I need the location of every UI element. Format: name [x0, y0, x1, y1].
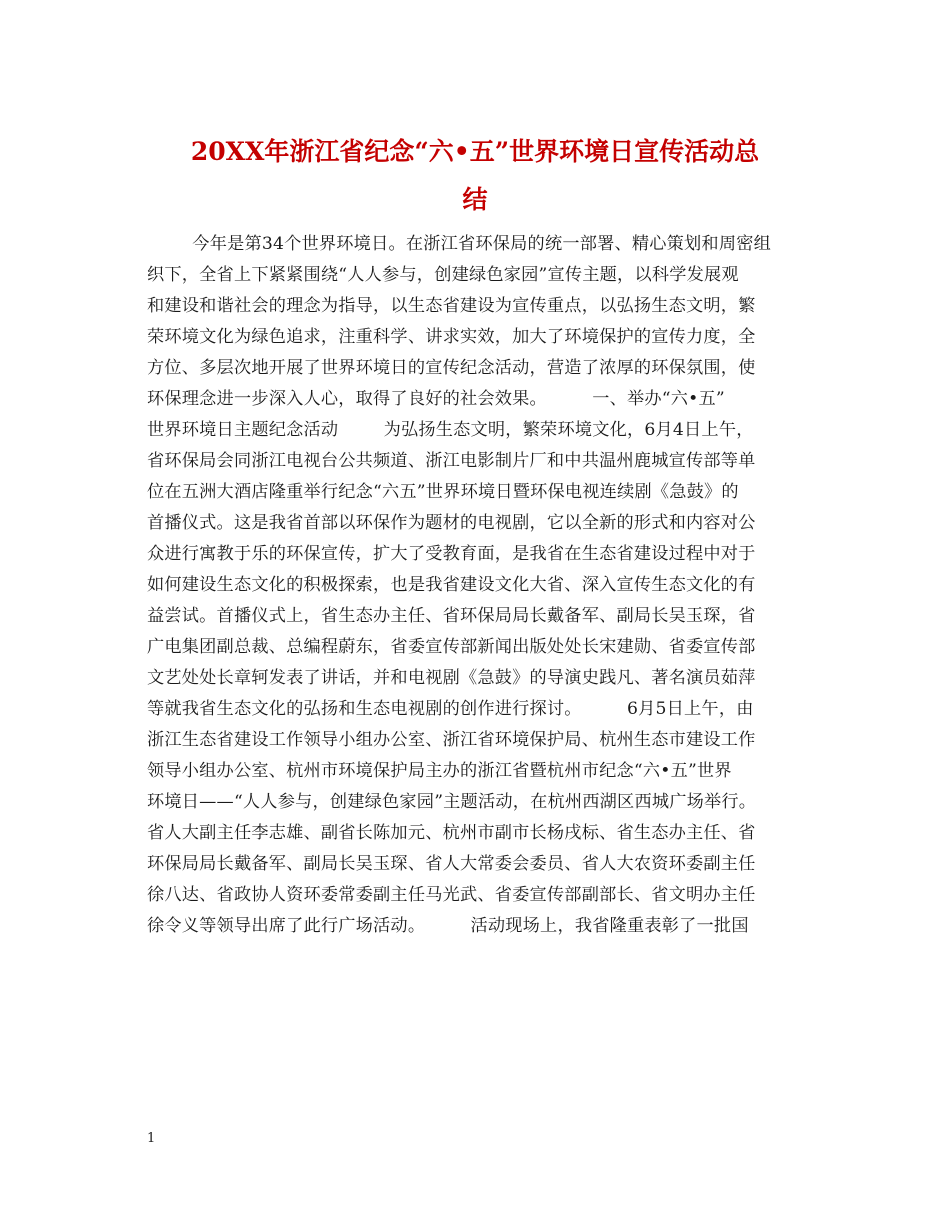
body-line-20: 省人大副主任李志雄、副省长陈加元、杭州市副市长杨戌标、省生态办主任、省	[147, 823, 756, 843]
body-line-12: 如何建设生态文化的积极探索，也是我省建设文化大省、深入宣传生态文化的有	[147, 575, 756, 595]
body-line-13: 益尝试。首播仪式上，省生态办主任、省环保局局长戴备军、副局长吴玉琛，省	[147, 606, 756, 626]
body-line-15: 文艺处处长章轲发表了讲话，并和电视剧《急鼓》的导演史践凡、著名演员茹萍	[147, 668, 756, 688]
body-line-21: 环保局局长戴备军、副局长吴玉琛、省人大常委会委员、省人大农资环委副主任	[147, 854, 756, 874]
body-line-2: 织下，全省上下紧紧围绕“人人参与，创建绿色家园”宣传主题，以科学发展观	[147, 265, 739, 285]
body-line-18: 领导小组办公室、杭州市环境保护局主办的浙江省暨杭州市纪念“六•五”世界	[147, 761, 732, 781]
body-line-16: 等就我省生态文化的弘扬和生态电视剧的创作进行探讨。 6月5日上午，由	[147, 699, 754, 719]
body-line-7: 世界环境日主题纪念活动 为弘扬生态文明，繁荣环境文化，6月4日上午，	[147, 420, 754, 440]
document-title-line-2: 结	[462, 185, 488, 214]
body-line-11: 众进行寓教于乐的环保宣传，扩大了受教育面，是我省在生态省建设过程中对于	[147, 544, 756, 564]
page-number: 1	[147, 1131, 156, 1146]
body-line-17: 浙江生态省建设工作领导小组办公室、浙江省环境保护局、杭州生态市建设工作	[147, 730, 756, 750]
body-line-19: 环境日——“人人参与，创建绿色家园”主题活动，在杭州西湖区西城广场举行。	[147, 792, 757, 812]
body-line-8: 省环保局会同浙江电视台公共频道、浙江电影制片厂和中共温州鹿城宣传部等单	[147, 451, 756, 471]
body-line-3: 和建设和谐社会的理念为指导，以生态省建设为宣传重点，以弘扬生态文明，繁	[147, 296, 756, 316]
body-line-6: 环保理念进一步深入人心，取得了良好的社会效果。 一、举办“六•五”	[147, 389, 725, 409]
document-title-line-1: 20XX年浙江省纪念“六•五”世界环境日宣传活动总	[190, 137, 760, 166]
body-line-5: 方位、多层次地开展了世界环境日的宣传纪念活动，营造了浓厚的环保氛围，使	[147, 358, 756, 378]
body-line-22: 徐八达、省政协人资环委常委副主任马光武、省委宣传部副部长、省文明办主任	[147, 885, 756, 905]
body-line-4: 荣环境文化为绿色追求，注重科学、讲求实效，加大了环境保护的宣传力度，全	[147, 327, 756, 347]
body-line-1: 今年是第34个世界环境日。在浙江省环保局的统一部署、精心策划和周密组	[147, 234, 771, 254]
body-line-10: 首播仪式。这是我省首部以环保作为题材的电视剧，它以全新的形式和内容对公	[147, 513, 756, 533]
body-line-9: 位在五洲大酒店隆重举行纪念“六五”世界环境日暨环保电视连续剧《急鼓》的	[147, 482, 739, 502]
body-line-14: 广电集团副总裁、总编程蔚东，省委宣传部新闻出版处处长宋建勋、省委宣传部	[147, 637, 756, 657]
body-line-23: 徐令义等领导出席了此行广场活动。 活动现场上，我省隆重表彰了一批国	[147, 916, 749, 936]
